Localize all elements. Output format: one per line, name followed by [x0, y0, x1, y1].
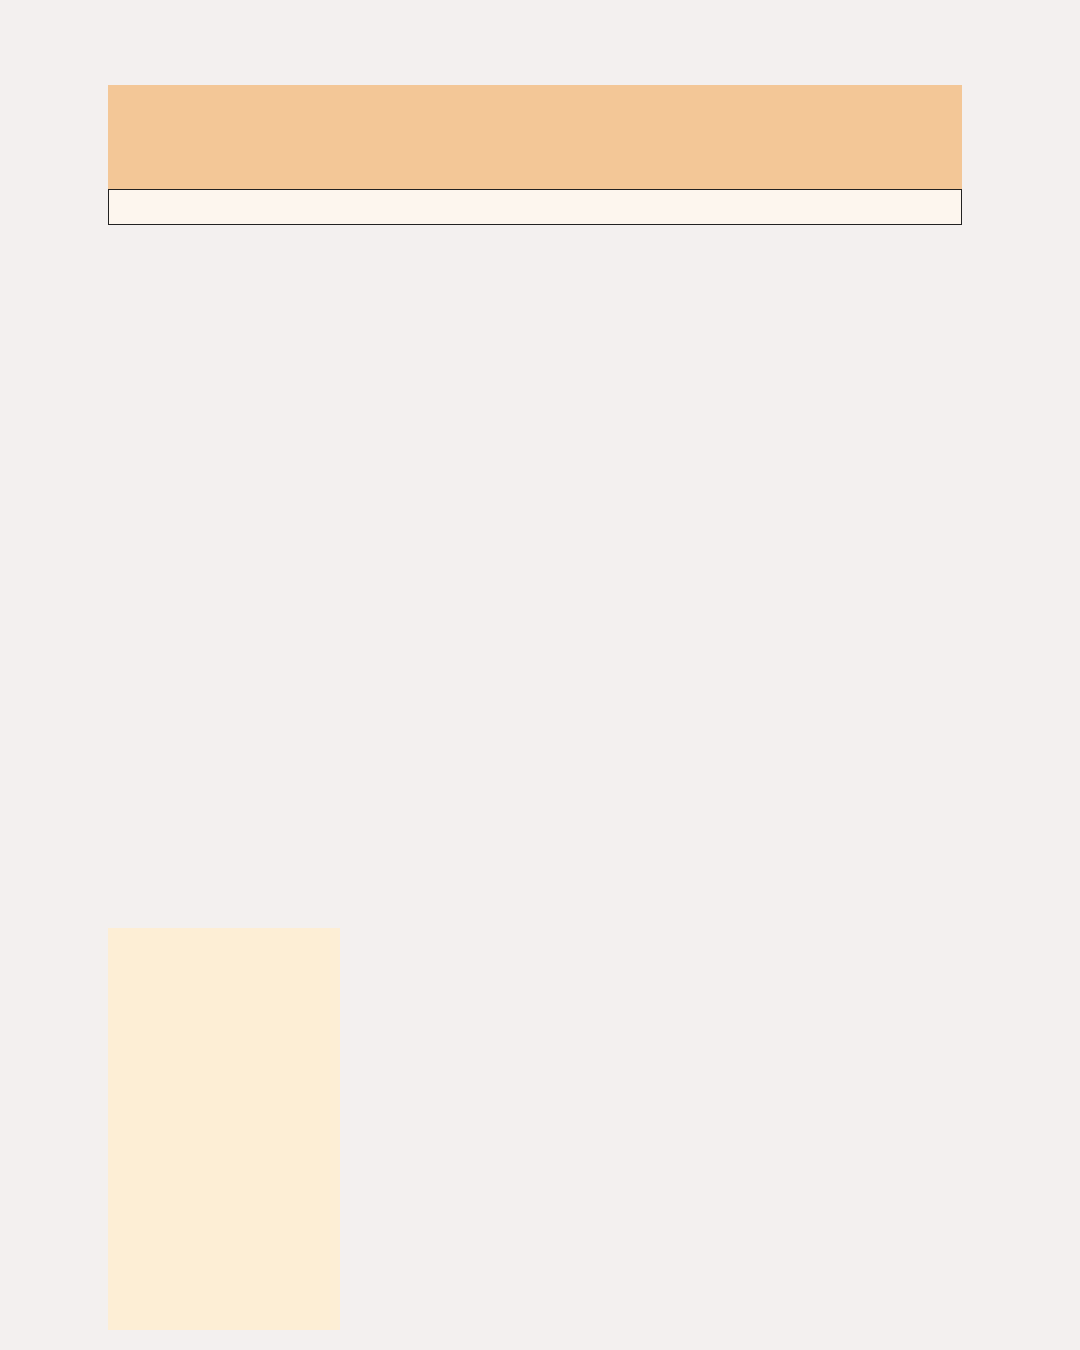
size-conversion-header	[108, 85, 962, 189]
suggested-fabrics-panel	[108, 928, 340, 1330]
letter-size-row	[108, 189, 962, 225]
size-guide-table	[108, 85, 962, 225]
